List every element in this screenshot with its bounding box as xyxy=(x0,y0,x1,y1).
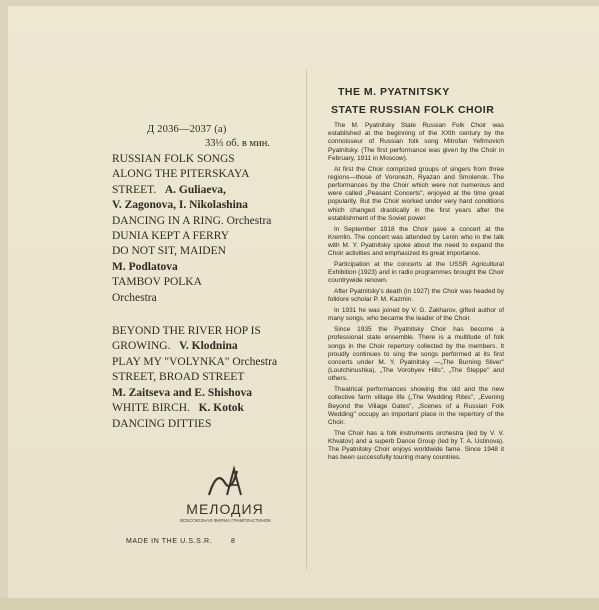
track-line xyxy=(112,275,307,290)
track-title: Orchestra xyxy=(112,291,157,304)
notes-paragraph: Since 1935 the Pyatnitsky Choir has become a professional state ensemble. There is a multitude of folk songs in the Choir repertory collected by the members. It proudly continues to sing the songs performed at its first concerts under M. Y. Pyatnitsky —„The Burning Sliver" (Loutchinushka), „The Vorobyev Hills", „The Steppe" and others. xyxy=(328,326,504,383)
track-line xyxy=(112,229,307,244)
track-group-gap xyxy=(112,306,307,324)
liner-notes xyxy=(328,122,504,465)
track-performer: K. Kotok xyxy=(198,402,244,415)
made-in-label: MADE IN THE U.S.S.R. xyxy=(126,538,213,545)
track-performer: M. Podlatova xyxy=(112,260,178,273)
track-line xyxy=(112,244,307,259)
notes-paragraph: The Choir has a folk instruments orchestra (led by V. V. Khvatov) and a superb Dance Group (led by T. A. Ustinova). The Pyatnitsky Choir enjoys worldwide fame. Since 1948 it has been successfully touring many countries. xyxy=(328,429,504,462)
notes-paragraph: After Pyatnitsky's death (in 1927) the Choir was headed by folklore scholar P. M. Kazmin. xyxy=(328,288,504,304)
track-title: GROWING. xyxy=(112,340,171,353)
notes-paragraph: The M. Pyatnitsky State Russian Folk Choir was established at the beginning of the XXth century by the connoisseur of Russian folk song Mitrofan Yefimovich Pyatnitsky. (The first performance was given by the Choir in February, 1911 in Moscow). xyxy=(328,122,504,162)
track-title: PLAY MY "VOLYNKA" Orchestra xyxy=(112,355,278,368)
track-line xyxy=(112,370,307,385)
track-line xyxy=(112,324,307,339)
track-title: STREET. xyxy=(112,183,157,196)
track-line xyxy=(112,152,307,167)
notes-title-line1: THE M. PYATNITSKY xyxy=(338,86,450,98)
track-title: DANCING IN A RING. Orchestra xyxy=(112,214,272,227)
notes-paragraph: In September 1918 the Choir gave a concert at the Kremlin. The concert was attended by Lenin who in the talk with M. Y. Pyatnitsky spoke about the need to expand the Choir activities and emphasized its great importance. xyxy=(328,225,504,258)
notes-paragraph: Participation at the concerts at the USSR Agricultural Exhibition (1923) and in radio programmes brought the Choir countrywide renown. xyxy=(328,261,504,285)
label-logo xyxy=(180,465,270,523)
notes-paragraph: Theatrical performances showing the old and the new collective farm village life („The Wedding Rites", „Evening Beyond the Village Gates", „Scenes of a Russian Folk Wedding" occupy an important place in the repertory of the Choir. xyxy=(328,386,504,427)
track-title: ALONG THE PITERSKAYA xyxy=(112,168,250,181)
track-line xyxy=(112,291,307,306)
track-title: DUNIA KEPT A FERRY xyxy=(112,230,230,243)
track-line xyxy=(112,339,307,354)
track-line xyxy=(112,214,307,229)
track-line xyxy=(112,198,307,213)
track-title: BEYOND THE RIVER HOP IS xyxy=(112,325,261,338)
track-line xyxy=(112,417,307,432)
track-performer: V. Klodnina xyxy=(179,340,238,353)
record-speed: 33⅓ об. в мин. xyxy=(205,138,270,149)
track-title: DANCING DITTIES xyxy=(112,417,212,430)
melodiya-logo-icon xyxy=(203,465,247,499)
track-performer: V. Zagonova, I. Nikolashina xyxy=(112,199,248,212)
notes-paragraph: At first the Choir comprized groups of singers from three regions—those of Voronezh, Ryazan and Smolensk. The performances by the Choir which were not numerous and were called „Peasant Concerts", enjoyed at the time great popularity. But the Choir worked under very hard conditions which changed drastically in the first years after the establishment of the Soviet power. xyxy=(328,165,504,222)
track-line xyxy=(112,386,307,401)
sleeve-left-edge xyxy=(0,0,8,610)
sleeve-bottom-edge xyxy=(0,598,599,610)
page-number: 8 xyxy=(231,538,235,545)
track-line xyxy=(112,167,307,182)
track-title: DO NOT SIT, MAIDEN xyxy=(112,245,226,258)
track-performer: M. Zaitseva and E. Shishova xyxy=(112,386,252,399)
track-list xyxy=(112,152,307,432)
notes-paragraph: In 1931 he was joined by V. G. Zakharov, gifted author of many songs, who became the leader of the Choir. xyxy=(328,307,504,323)
track-line xyxy=(112,260,307,275)
track-title: STREET, BROAD STREET xyxy=(112,371,245,384)
track-title: TAMBOV POLKA xyxy=(112,276,202,289)
label-subtitle: ВСЕСОЮЗНАЯ ФИРМА ГРАМПЛАСТИНОК xyxy=(180,518,271,523)
label-name: МЕЛОДИЯ xyxy=(186,501,264,517)
catalog-number: Д 2036—2037 (а) xyxy=(147,124,227,135)
notes-title-line2: STATE RUSSIAN FOLK CHOIR xyxy=(331,104,495,116)
sleeve-top-edge xyxy=(0,0,599,6)
track-line xyxy=(112,355,307,370)
track-line xyxy=(112,183,307,198)
track-line xyxy=(112,401,307,416)
track-title: WHITE BIRCH. xyxy=(112,402,190,415)
track-title: RUSSIAN FOLK SONGS xyxy=(112,153,235,165)
track-performer: A. Guliaeva, xyxy=(164,183,226,196)
